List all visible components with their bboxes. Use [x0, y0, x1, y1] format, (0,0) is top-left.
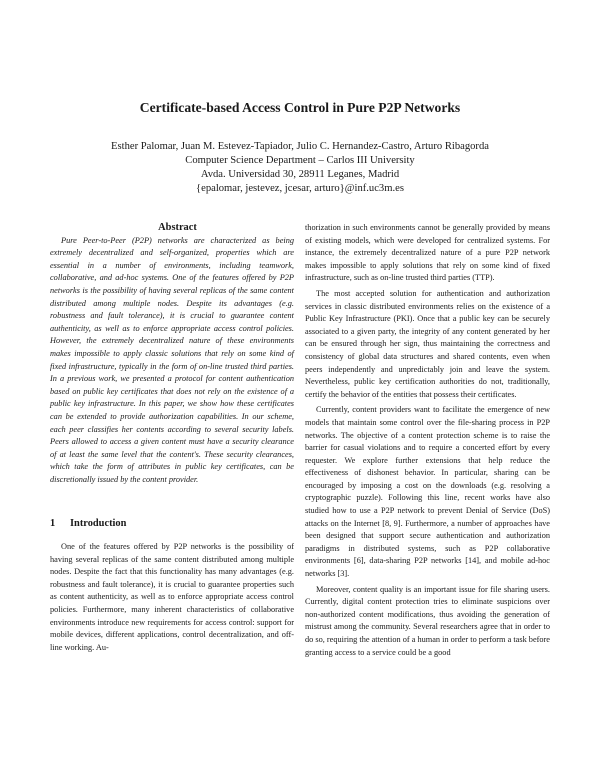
body-paragraph-4: Moreover, content quality is an important issue for file sharing users. Currently, digital content protection tries to eliminate suspicions over non-authorized content modifications, thus avoiding the generation of mistrust among the community. Several researchers agree that in order to do so, requiring the attention of a human in order to perform a task before granting access to a service could be a good: [305, 584, 550, 657]
author-department: Computer Science Department – Carlos III University: [185, 155, 415, 166]
abstract-text: Pure Peer-to-Peer (P2P) networks are characterized as being extremely decentralized and self-organized, properties which are essential in a number of environments, including teamwork, collaborative, and ad-hoc systems. One of the features offered by P2P networks is the possibility of having several replicas of the same content distributed among multiple nodes. Despite its advantages (e.g. robustness and fault tolerance), it is crucial to guarantee content authenticity, as well as to enforce appropriate access control policies. However, the extremely decentralized nature of these environments makes impossible to apply classic solutions that rely on some kind of fixed infrastructure, typically in the form of on-line trusted third parties. In a previous work, we presented a protocol for content authentication based on public key certificates that does not rely on the existence of a public key infrastructure. In this paper, we show how these certificates can be extended to provide authorization capabilities. In our scheme, each peer classifies her contents according to several security labels. Peers allowed to access a given content must have a security clearance of at least the same level that the content's. These security clearances, which take the form of attributes in public key certificates, can be discretionally issued by the content provider.: [50, 235, 294, 484]
right-column: [305, 222, 550, 659]
body-paragraph-3: Currently, content providers want to facilitate the emergence of new models that maintain some control over the file-sharing process in P2P networks. The objective of a content protection scheme is to raise the barrier for casual violations and to require a concerted effort by every requester. We explore further extensions that help reduce the effectiveness of dishonest behavior. In particular, sharing can be encouraged by imposing a cost on the downloads (e.g. resolving a cryptographic puzzle). Following this line, recent works have also studied how to use a P2P network to prevent Denial of Service (DoS) attacks on the Internet [8, 9]. Furthermore, a number of approaches have been designed that support secure authentication and authorization paradigms in distributed systems, such as P2P collaborative environments [6], data-sharing P2P networks [14], and mobile ad-hoc networks [3].: [305, 405, 550, 579]
author-emails: {epalomar, jestevez, jcesar, arturo}@inf.uc3m.es: [196, 183, 404, 194]
author-names: Esther Palomar, Juan M. Estevez-Tapiador, Julio C. Hernandez-Castro, Arturo Ribagorda: [111, 141, 489, 152]
author-address: Avda. Universidad 30, 28911 Leganes, Madrid: [200, 169, 400, 180]
intro-paragraph: One of the features offered by P2P networks is the possibility of having several replicas of the same content distributed among multiple nodes. Despite the fact that this functionality has many advantages (e.g. robustness and fault tolerance), it is crucial to guarantee properties such as content authenticity, as well as to enforce appropriate access control policies. Furthermore, many inherent characteristics of collaborative environments introduce new requirements for access control: support for mobile devices, different applications, control decentralization, and off-line working. Au-: [50, 542, 294, 652]
left-column: [50, 222, 294, 654]
author-block: [0, 140, 600, 196]
paper-title: Certificate-based Access Control in Pure P2P Networks: [139, 100, 461, 115]
body-paragraph-1: thorization in such environments cannot be generally provided by means of existing models, which were developed for centralized systems. For instance, the extremely decentralized nature of a pure P2P network makes impossible to apply solutions that rely on some kind of fixed infrastructure, such as on-line trusted third parties (TTP).: [305, 223, 550, 283]
section-number: 1: [50, 518, 56, 530]
section-heading-introduction: [50, 518, 294, 531]
section-title: Introduction: [70, 518, 127, 530]
body-paragraph-2: The most accepted solution for authentication and authorization services in classic distributed environments relies on the existence of a Public Key Infrastructure (PKI). Once that a public key can be securely associated to a given party, the integrity of any content generated by her can be ensured through her sign, thus maintaining the correctness and consistency of global data structures and shared contents, even when peers independently and unpredictably join and leave the system. Nevertheless, public key certification authorities do not, traditionally, certify the behavior of the entities that possess their certificates.: [305, 288, 550, 399]
abstract-heading: Abstract: [158, 222, 197, 233]
